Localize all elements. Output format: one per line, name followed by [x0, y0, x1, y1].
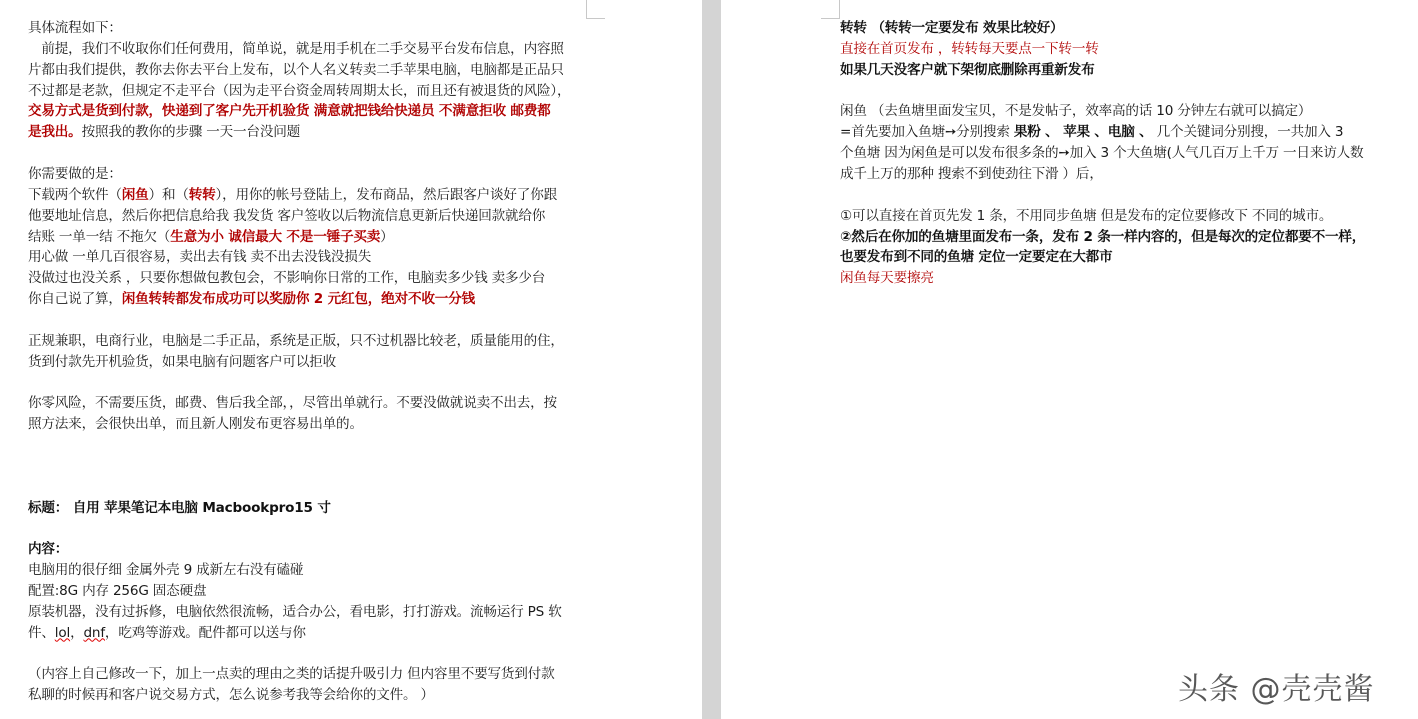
- emphasis-text-run: 闲鱼每天要擦亮: [840, 270, 934, 287]
- text-line: [28, 414, 363, 435]
- text-line: [28, 81, 570, 102]
- text-run: 正规兼职，电商行业，电脑是二手正品，系统是正版，只不过机器比较老，质量能用的住，: [28, 332, 564, 349]
- text-run: 前提，我们不收取你们任何费用，简单说，就是用手机在二手交易平台发布信息，内容照: [28, 40, 564, 57]
- text-run: ）和（: [148, 186, 189, 203]
- text-run: ，吃鸡等游戏。配件都可以送与你: [104, 624, 306, 641]
- text-run: 你自己说了算，: [28, 291, 122, 308]
- text-line: [28, 393, 557, 414]
- text-run: 成千上万的那种 搜索不到使劲往下滑 ）后，: [840, 165, 1103, 182]
- emphasis-text-run: 闲鱼转转都发布成功可以奖励你 2 元红包，绝对不收一分钱: [121, 291, 475, 308]
- text-line: [28, 164, 122, 185]
- text-run: 用心做 一单几百很容易，卖出去有钱 卖不出去没钱没损失: [28, 249, 372, 266]
- text-line: [28, 185, 557, 206]
- text-line: [28, 664, 554, 685]
- text-run: 你零风险，不需要压货，邮费、售后我全部，，尽管出单就行。不要没做就说卖不出去，按: [28, 395, 557, 412]
- page-gutter: [702, 0, 721, 719]
- text-line: [28, 227, 394, 248]
- text-line: [28, 122, 300, 143]
- text-line: [840, 247, 1112, 268]
- emphasis-text-run: 转转: [188, 186, 216, 203]
- text-run: ），用你的帐号登陆上，发布商品，然后跟客户谈好了你跟: [215, 186, 557, 203]
- text-line: [28, 623, 306, 644]
- text-line: [28, 560, 303, 581]
- emphasis-text-run: 交易方式是货到付款，快递到了客户先开机验货 满意就把钱给快递员 不满意拒收 邮费都: [28, 103, 551, 120]
- text-run: 不过都是老款，但规定不走平台（因为走平台资金周转周期太长，而且还有被退货的风险），: [28, 82, 571, 99]
- document-page-left[interactable]: [0, 0, 702, 719]
- text-line: [28, 39, 564, 60]
- text-line: [840, 39, 1099, 60]
- text-run: 闲鱼 （去鱼塘里面发宝贝，不是发帖子，效率高的话 10 分钟左右就可以搞定）: [840, 103, 1312, 120]
- text-run: 电脑用的很仔细 金属外壳 9 成新左右没有磕碰: [28, 562, 304, 579]
- text-run: 个鱼塘 因为闲鱼是可以发布很多条的➙加入 3 个大鱼塘(人气几百万上千万 一日来访人数: [840, 145, 1364, 162]
- text-line: [28, 206, 545, 227]
- text-line: [28, 539, 68, 560]
- emphasis-text-run: 内容：: [28, 541, 69, 558]
- text-line: [840, 143, 1363, 164]
- emphasis-text-run: 是我出。: [28, 124, 82, 141]
- text-run: ①可以直接在首页先发 1 条，不用同步鱼塘 但是发布的定位要修改下 不同的城市。: [840, 207, 1333, 224]
- text-line: [840, 227, 1365, 248]
- text-line: [840, 268, 934, 289]
- text-run: 他要地址信息，然后你把信息给我 我发货 客户签收以后物流信息更新后快递回款就给你: [28, 207, 546, 224]
- text-run: 配置:8G 内存 256G 固态硬盘: [28, 582, 207, 599]
- misspelled-text-run: dnf: [83, 624, 105, 641]
- text-line: [840, 206, 1332, 227]
- text-run: （内容上自己修改一下，加上一点卖的理由之类的话提升吸引力 但内容里不要写货到付款: [28, 666, 555, 683]
- misspelled-text-run: lol: [54, 624, 71, 641]
- text-line: [28, 352, 336, 373]
- watermark: 头条 @壳壳酱: [1178, 672, 1375, 707]
- text-run: 原装机器，没有过拆修，电脑依然很流畅，适合办公，看电影，打打游戏。流畅运行 PS 软: [28, 603, 562, 620]
- text-run: 照方法来，会很快出单，而且新人刚发布更容易出单的。: [28, 416, 363, 433]
- text-run: 私聊的时候再和客户说交易方式，怎么说参考我等会给你的文件。 ）: [28, 687, 434, 704]
- emphasis-text-run: 如果几天没客户就下架彻底删除再重新发布: [840, 61, 1095, 78]
- emphasis-text-run: 转转 （转转一定要发布 效果比较好）: [840, 20, 1064, 36]
- text-line: [28, 602, 562, 623]
- text-line: [28, 331, 564, 352]
- text-run: 件、: [28, 624, 55, 641]
- text-run: ）: [380, 228, 394, 245]
- text-run: 具体流程如下：: [28, 20, 122, 36]
- text-line: [28, 289, 475, 310]
- text-line: [28, 268, 545, 289]
- text-run: 你需要做的是：: [28, 165, 122, 182]
- emphasis-text-run: 果粉 、 苹果 、电脑 、: [1013, 124, 1153, 141]
- text-line: [840, 122, 1343, 143]
- text-run: =首先要加入鱼塘➙分别搜索: [840, 124, 1014, 141]
- text-run: 没做过也没关系 ，只要你想做包教包会，不影响你日常的工作，电脑卖多少钱 卖多少台: [28, 270, 546, 287]
- emphasis-text-run: 也要发布到不同的鱼塘 定位一定要定在大都市: [840, 249, 1113, 266]
- emphasis-text-run: ②然后在你加的鱼塘里面发布一条，发布 2 条一样内容的，但是每次的定位都要不一样，: [840, 228, 1366, 245]
- text-line: [28, 581, 206, 602]
- text-line: [28, 247, 371, 268]
- text-line: [840, 164, 1103, 185]
- text-run: ，: [70, 624, 84, 641]
- emphasis-text-run: 闲鱼: [121, 186, 149, 203]
- emphasis-text-run: 直接在首页发布 ，转转每天要点一下转一转: [840, 40, 1099, 57]
- document-page-right[interactable]: [721, 0, 1418, 719]
- text-run: 几个关键词分别搜，一共加入 3: [1152, 124, 1344, 141]
- text-line: [28, 18, 122, 39]
- text-run: 货到付款先开机验货，如果电脑有问题客户可以拒收: [28, 353, 337, 370]
- margin-corner-mark: [586, 0, 605, 19]
- text-line: [28, 498, 331, 519]
- text-run: 结账 一单一结 不拖欠（: [28, 228, 171, 245]
- margin-corner-mark: [821, 0, 840, 19]
- text-line: [28, 101, 551, 122]
- text-line: [840, 101, 1311, 122]
- text-run: 片都由我们提供，教你去你去平台上发布，以个人名义转卖二手苹果电脑，电脑都是正品只: [28, 61, 564, 78]
- emphasis-text-run: 标题： 自用 苹果笔记本电脑 Macbookpro15 寸: [28, 499, 331, 516]
- text-line: [840, 60, 1094, 81]
- emphasis-text-run: 生意为小 诚信最大 不是一锤子买卖: [170, 228, 381, 245]
- text-line: [28, 60, 564, 81]
- text-line: [840, 18, 1063, 39]
- text-run: 按照我的教你的步骤 一天一台没问题: [81, 124, 300, 141]
- text-line: [28, 685, 434, 706]
- text-run: 下载两个软件（: [28, 186, 122, 203]
